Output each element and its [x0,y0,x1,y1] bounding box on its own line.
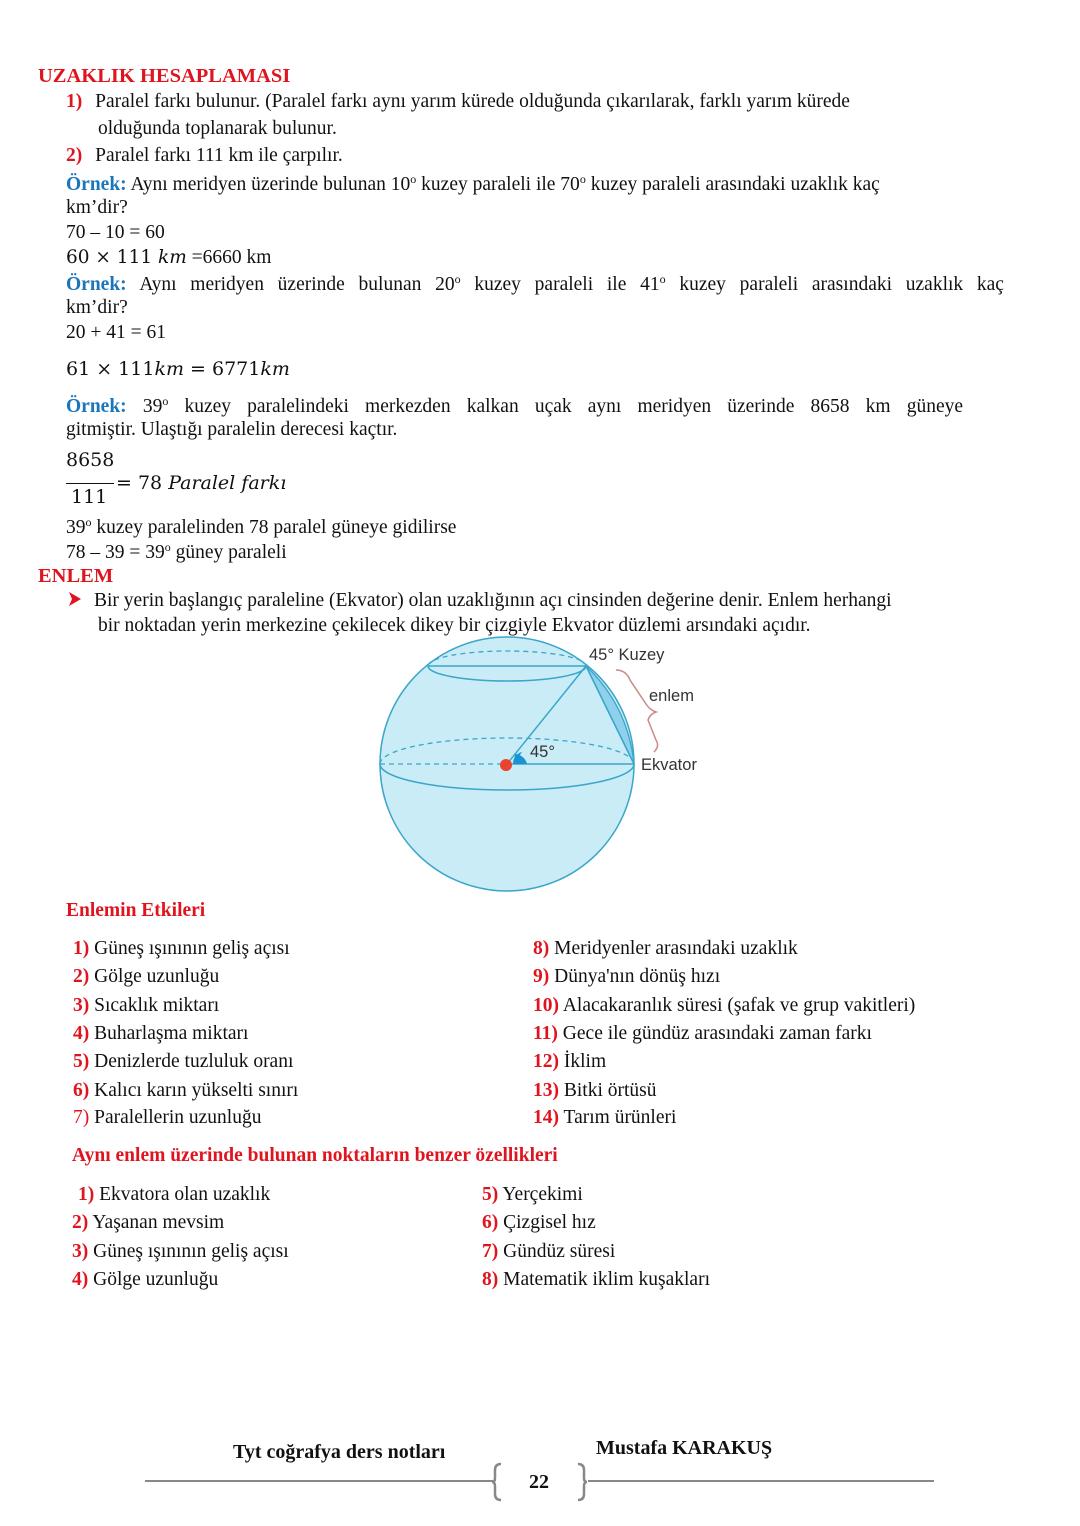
item-number: 6) [482,1212,499,1233]
list-item [482,1213,596,1233]
step-text: Paralel farkı bulunur. (Paralel farkı aynı yarım kürede olduğunda çıkarılarak, farklı yarım kürede [95,91,850,112]
item-text: Matematik iklim kuşakları [503,1269,710,1290]
example-1-question-line1 [66,173,880,195]
enlem-definition-line1: Bir yerin başlangıç paraleline (Ekvator) olan uzaklığının açı cinsinden değerine denir. Enlem herhangi [94,590,892,611]
item-text: Güneş ışınının geliş açısı [93,1241,289,1262]
footer-course-title: Tyt coğrafya ders notları [233,1441,446,1463]
fraction-label: Paralel farkı [168,472,287,494]
item-number: 4) [72,1269,89,1290]
item-number: 1) [78,1184,95,1205]
enlem-definition-line2: bir noktadan yerin merkezine çekilecek dikey bir çizgiyle Ekvator düzlemi arsındaki açıdır. [98,615,811,636]
degree-sup: o [659,272,666,286]
item-text: Tarım ürünleri [563,1107,677,1128]
math-result: = 6771 [183,358,261,380]
degree-sup: o [579,172,586,186]
example-text: Aynı meridyen üzerinde bulunan 20 [139,274,455,295]
list-item [533,1081,657,1101]
math-unit: km [154,358,184,380]
item-text: Çizgisel hız [503,1212,596,1233]
degree-sup: o [410,172,417,186]
item-text: Denizlerde tuzluluk oranı [94,1051,294,1072]
item-text: Kalıcı karın yükselti sınırı [94,1080,299,1101]
example-2-question-line1 [66,273,1004,295]
item-text: İklim [563,1051,607,1072]
section-title-uzaklik: UZAKLIK HESAPLAMASI [38,65,291,87]
example-2-calc1: 20 + 41 = 61 [66,322,166,343]
example-2-calc2 [66,360,290,379]
left-bracket-icon [491,1462,503,1507]
math-unit: km [260,358,290,380]
example-text: kuzey paraleli ile 70 [416,174,580,195]
item-number: 11) [533,1023,558,1044]
example-label: Örnek: [66,274,127,295]
list-item [482,1242,615,1262]
example-text: kuzey paraleli ile 41 [460,274,660,295]
item-text: Yerçekimi [502,1184,583,1205]
item-number: 7) [73,1107,90,1128]
step-1-line1 [66,92,850,112]
example-text: Aynı meridyen üzerinde bulunan 10 [130,174,411,195]
section-title-enlem: ENLEM [38,565,114,587]
step-2 [66,146,343,166]
step-text: Paralel farkı 111 km ile çarpılır. [95,145,343,166]
item-text: Gündüz süresi [503,1241,616,1262]
label-ekvator: Ekvator [641,756,697,774]
item-text: Alacakaranlık süresi (şafak ve grup vakitleri) [562,995,916,1016]
degree-sup: o [164,540,171,554]
item-number: 4) [73,1023,90,1044]
list-item [73,939,290,959]
item-text: Gölge uzunluğu [94,966,220,987]
item-text: Gece ile gündüz arasındaki zaman farkı [562,1023,872,1044]
example-3-question-line2: gitmiştir. Ulaştığı paralelin derecesi kaçtır. [66,419,398,440]
step-number: 2) [66,145,83,166]
step-number: 1) [66,91,83,112]
example-text: 39 [142,396,163,417]
item-text: Güneş ışınının geliş açısı [94,938,290,959]
math-unit: km [158,247,187,268]
item-number: 8) [482,1269,499,1290]
list-item [533,1052,606,1072]
example-label: Örnek: [66,174,127,195]
item-number: 3) [72,1241,89,1262]
item-text: Gölge uzunluğu [93,1269,219,1290]
fraction-numerator: 8658 [66,449,115,471]
example-1-calc2 [66,248,271,268]
list-item [73,1108,261,1128]
example-3-calc4 [66,541,287,563]
list-item [72,1270,218,1290]
item-number: 2) [73,966,90,987]
example-text: kuzey paraleli arasındaki uzaklık kaç [665,274,1004,295]
effects-title: Enlemin Etkileri [66,900,206,921]
item-number: 10) [533,995,559,1016]
list-item [533,967,720,987]
list-item [72,1242,289,1262]
similar-title: Aynı enlem üzerinde bulunan noktaların benzer özellikleri [72,1145,558,1166]
item-text: Bitki örtüsü [563,1080,657,1101]
item-number: 1) [73,938,90,959]
item-number: 2) [72,1212,89,1233]
example-2-question-line2: km’dir? [66,297,128,318]
item-number: 5) [73,1051,90,1072]
item-text: Yaşanan mevsim [92,1212,225,1233]
step-1-line2: olduğunda toplanarak bulunur. [98,118,337,139]
latitude-figure [370,636,720,896]
list-item [482,1270,710,1290]
math-expr: 61 × 111 [66,358,155,380]
item-number: 12) [533,1051,559,1072]
item-text: Paralellerin uzunluğu [94,1107,262,1128]
list-item [533,939,798,959]
list-item [73,1024,248,1044]
arrow-bullet-icon [68,591,82,612]
example-1-question-line2: km’dir? [66,197,128,218]
right-bracket-icon [576,1462,588,1507]
math-expr: 60 × 111 [66,247,158,268]
item-number: 8) [533,938,550,959]
degree-sup: o [162,394,169,408]
list-item [73,967,219,987]
list-item [533,1108,676,1128]
item-number: 14) [533,1107,559,1128]
fraction-result [116,474,286,493]
fraction-denominator: 111 [71,486,108,508]
item-number: 9) [533,966,550,987]
calc-text: 39 [66,517,86,538]
example-text: kuzey paralelindeki merkezden kalkan uçak aynı meridyen üzerinde 8658 km güneye [168,396,964,417]
item-number: 5) [482,1184,499,1205]
list-item [73,1052,293,1072]
item-text: Meridyenler arasındaki uzaklık [554,938,798,959]
math-result: =6660 km [186,247,272,268]
footer-line-left [145,1480,493,1482]
item-text: Sıcaklık miktarı [94,995,220,1016]
label-45-angle: 45° [530,743,555,761]
calc-text: kuzey paralelinden 78 paralel güneye gidilirse [91,517,457,538]
fraction-value: = 78 [116,472,169,494]
example-3-question-line1 [66,395,963,417]
item-number: 7) [482,1241,499,1262]
list-item [78,1185,270,1205]
list-item [73,1081,298,1101]
item-number: 13) [533,1080,559,1101]
degree-sup: o [454,272,461,286]
item-text: Buharlaşma miktarı [94,1023,249,1044]
list-item [533,1024,872,1044]
footer-author: Mustafa KARAKUŞ [596,1437,773,1459]
calc-text: güney paraleli [170,542,287,563]
footer-line-right [588,1480,934,1482]
item-text: Ekvatora olan uzaklık [99,1184,271,1205]
example-1-calc1: 70 – 10 = 60 [66,222,165,243]
label-45-kuzey: 45° Kuzey [589,646,665,664]
list-item [72,1213,224,1233]
label-enlem: enlem [649,687,694,705]
example-3-calc3 [66,516,456,538]
list-item [533,996,915,1016]
list-item [482,1185,583,1205]
fraction-bar [66,483,114,484]
calc-text: 78 – 39 = 39 [66,542,165,563]
item-text: Dünya'nın dönüş hızı [554,966,721,987]
example-text: kuzey paraleli arasındaki uzaklık kaç [585,174,880,195]
example-label: Örnek: [66,396,127,417]
list-item [73,996,219,1016]
degree-sup: o [85,515,92,529]
item-number: 3) [73,995,90,1016]
item-number: 6) [73,1080,90,1101]
page-number: 22 [529,1471,549,1493]
